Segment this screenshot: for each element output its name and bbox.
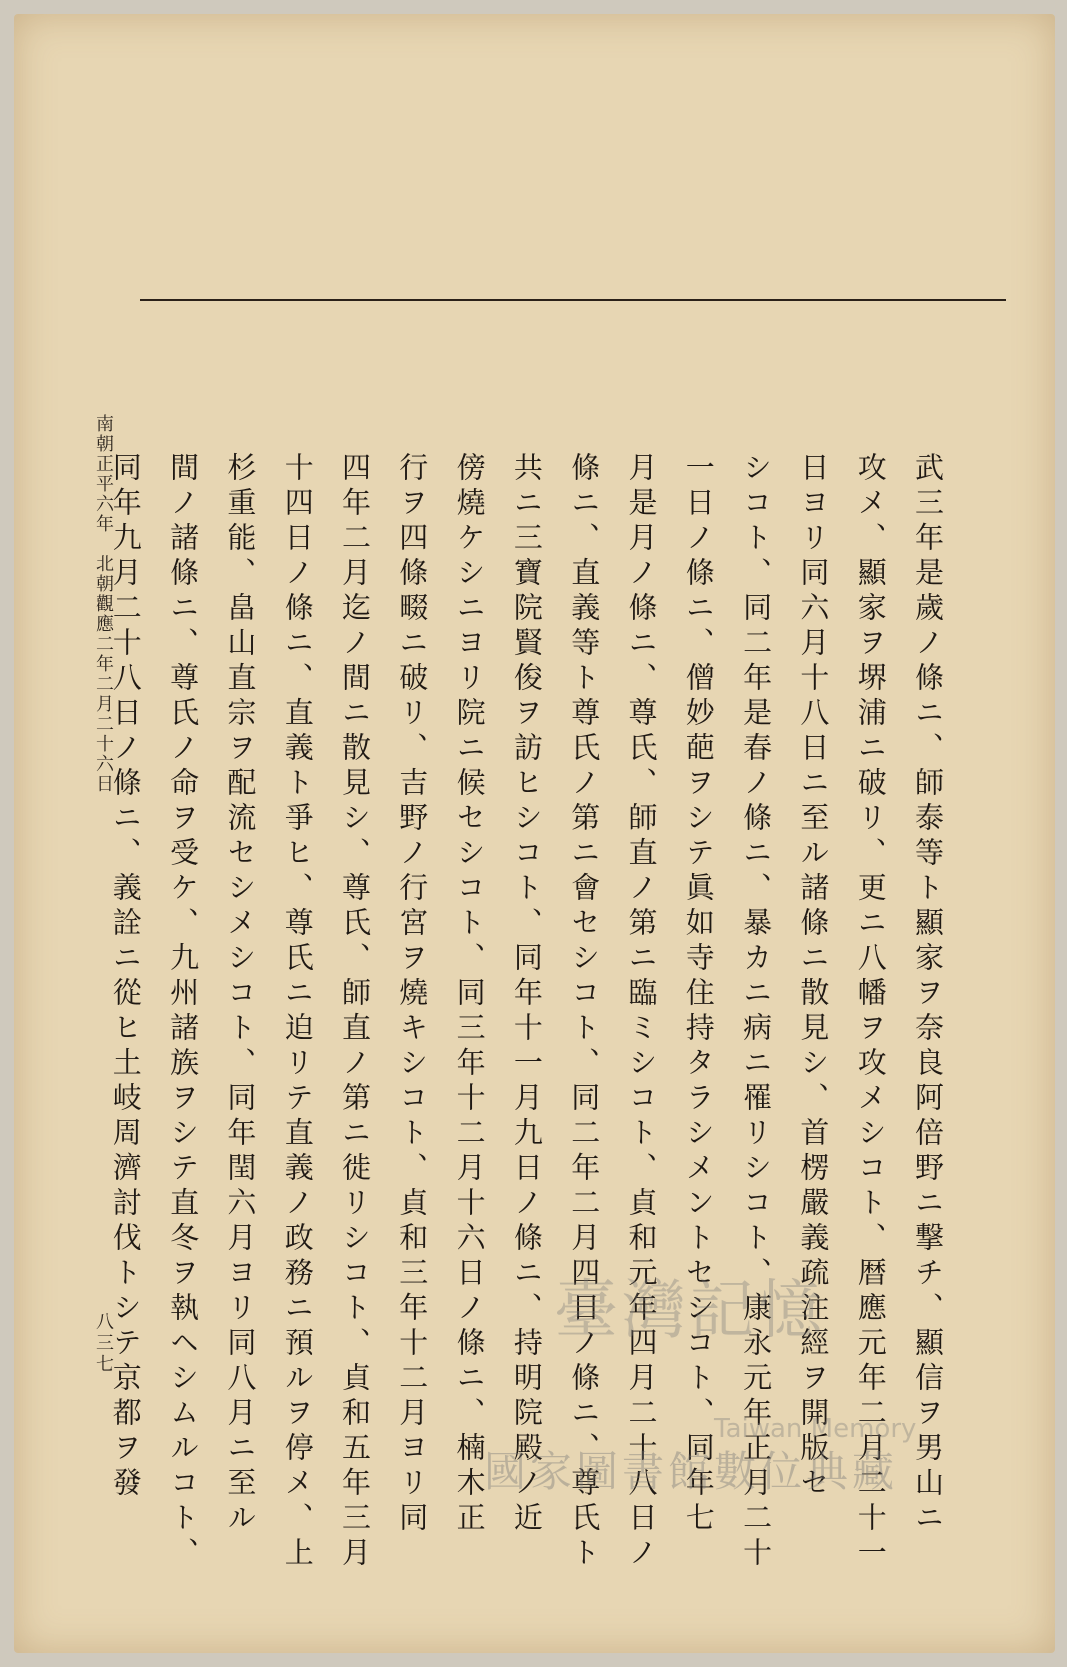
- text-column: 日ヨリ同六月十八日ニ至ル諸條ニ散見シ、首楞嚴義疏注經ヲ開版セ: [796, 452, 831, 1502]
- text-column: 共ニ三寶院賢俊ヲ訪ヒシコト、同年十一月九日ノ條ニ、持明院殿ノ近: [509, 452, 544, 1537]
- text-column: 攻メ、顯家ヲ堺浦ニ破リ、更ニ八幡ヲ攻メシコト、暦應元年二月二十一: [853, 452, 888, 1572]
- text-column: 行ヲ四條畷ニ破リ、吉野ノ行宮ヲ燒キシコト、貞和三年十二月ヨリ同: [395, 452, 430, 1537]
- page-number: 八三七: [93, 1312, 114, 1375]
- text-column: 十四日ノ條ニ、直義ト爭ヒ、尊氏ニ迫リテ直義ノ政務ニ預ルヲ停メ、上: [280, 452, 315, 1572]
- text-column: 條ニ、直義等ト尊氏ノ第ニ會セシコト、同二年二月四日ノ條ニ、尊氏ト: [567, 452, 602, 1572]
- top-rule: [140, 299, 1006, 301]
- text-column: 四年二月迄ノ間ニ散見シ、尊氏、師直ノ第ニ徙リシコト、貞和五年三月: [338, 452, 372, 1572]
- text-column: 武三年是歲ノ條ニ、師泰等ト顯家ヲ奈良阿倍野ニ撃チ、顯信ヲ男山ニ: [911, 452, 945, 1537]
- text-column: 同年九月二十八日ノ條ニ、義詮ニ從ヒ土岐周濟討伐トシテ京都ヲ發: [108, 452, 143, 1502]
- text-column: 一日ノ條ニ、僧妙葩ヲシテ眞如寺住持タラシメントセシコト、同年七: [681, 452, 716, 1537]
- watermark-main: 臺灣記憶: [554, 1274, 826, 1348]
- book-page: [14, 14, 1055, 1653]
- text-column: 杉重能、畠山直宗ヲ配流セシメシコト、同年閏六月ヨリ同八月ニ至ル: [223, 452, 258, 1537]
- watermark-sub: Taiwan Memory: [714, 1414, 917, 1444]
- text-column: 間ノ諸條ニ、尊氏ノ命ヲ受ケ、九州諸族ヲシテ直冬ヲ執ヘシムルコト、: [166, 452, 201, 1572]
- text-column: シコト、同二年是春ノ條ニ、暴カニ病ニ罹リシコト、康永元年正月二十: [739, 452, 774, 1572]
- running-title: 南朝正平六年 北朝觀應二年二月二十六日: [93, 414, 114, 794]
- watermark-library: 國家圖書館數位典藏: [484, 1447, 899, 1496]
- text-column: 月是月ノ條ニ、尊氏、師直ノ第ニ臨ミシコト、貞和元年四月二十八日ノ: [624, 452, 659, 1572]
- text-column: 傍燒ケシニヨリ院ニ候セシコト、同三年十二月十六日ノ條ニ、楠木正: [452, 452, 487, 1537]
